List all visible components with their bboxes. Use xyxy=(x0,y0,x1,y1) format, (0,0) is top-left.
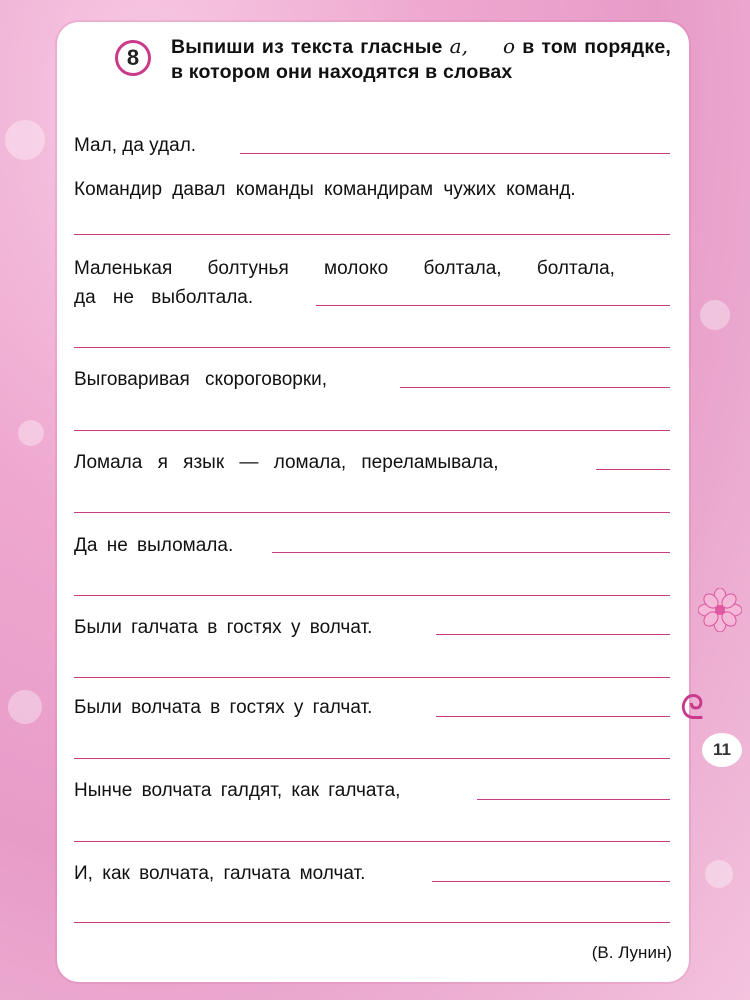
vowel-a: а, xyxy=(449,34,469,58)
answer-line[interactable] xyxy=(74,347,670,348)
text-line: Выговаривая скороговорки, xyxy=(74,369,328,390)
bg-bubble xyxy=(8,690,42,724)
bg-bubble xyxy=(18,420,44,446)
answer-line[interactable] xyxy=(74,512,670,513)
answer-line[interactable] xyxy=(74,922,670,923)
page-number: 11 xyxy=(702,733,742,767)
text-line: Ломала я язык — ломала, переламывала, xyxy=(74,452,499,473)
answer-line[interactable] xyxy=(316,305,670,306)
answer-line[interactable] xyxy=(272,552,670,553)
text-line: да не выболтала. xyxy=(74,287,254,308)
answer-line[interactable] xyxy=(400,387,670,388)
answer-line[interactable] xyxy=(74,841,670,842)
answer-line[interactable] xyxy=(74,758,670,759)
text-line: Мал, да удал. xyxy=(74,135,197,156)
text-line: Командир давал команды командирам чужих команд. xyxy=(74,179,576,200)
bg-bubble xyxy=(705,860,733,888)
answer-line[interactable] xyxy=(596,469,670,470)
author-credit: (В. Лунин) xyxy=(591,943,672,962)
answer-line[interactable] xyxy=(436,634,670,635)
worksheet-card xyxy=(57,22,689,982)
answer-line[interactable] xyxy=(74,595,670,596)
task-instruction: Выпиши из текста гласные а, о в том порядке, в котором они находятся в словах xyxy=(171,34,671,83)
text-line: И, как волчата, галчата молчат. xyxy=(74,863,366,884)
text-line: Были волчата в гостях у галчат. xyxy=(74,697,373,718)
answer-line[interactable] xyxy=(74,234,670,235)
bg-bubble xyxy=(700,300,730,330)
curl-decoration: ᘓ xyxy=(680,688,704,728)
answer-line[interactable] xyxy=(74,430,670,431)
bg-bubble xyxy=(5,120,45,160)
flower-icon xyxy=(698,588,742,632)
task-number-badge xyxy=(115,40,151,76)
answer-line[interactable] xyxy=(436,716,670,717)
answer-line[interactable] xyxy=(240,153,670,154)
vowel-o: о xyxy=(503,34,516,58)
task-number: 8 xyxy=(126,45,140,70)
text-line: Нынче волчата галдят, как галчата, xyxy=(74,780,401,801)
text-line: Были галчата в гостях у волчат. xyxy=(74,617,373,638)
text-line: Да не выломала. xyxy=(74,535,234,556)
answer-line[interactable] xyxy=(432,881,670,882)
answer-line[interactable] xyxy=(477,799,670,800)
answer-line[interactable] xyxy=(74,677,670,678)
text-line: Маленькая болтунья молоко болтала, болтала, xyxy=(74,258,615,279)
